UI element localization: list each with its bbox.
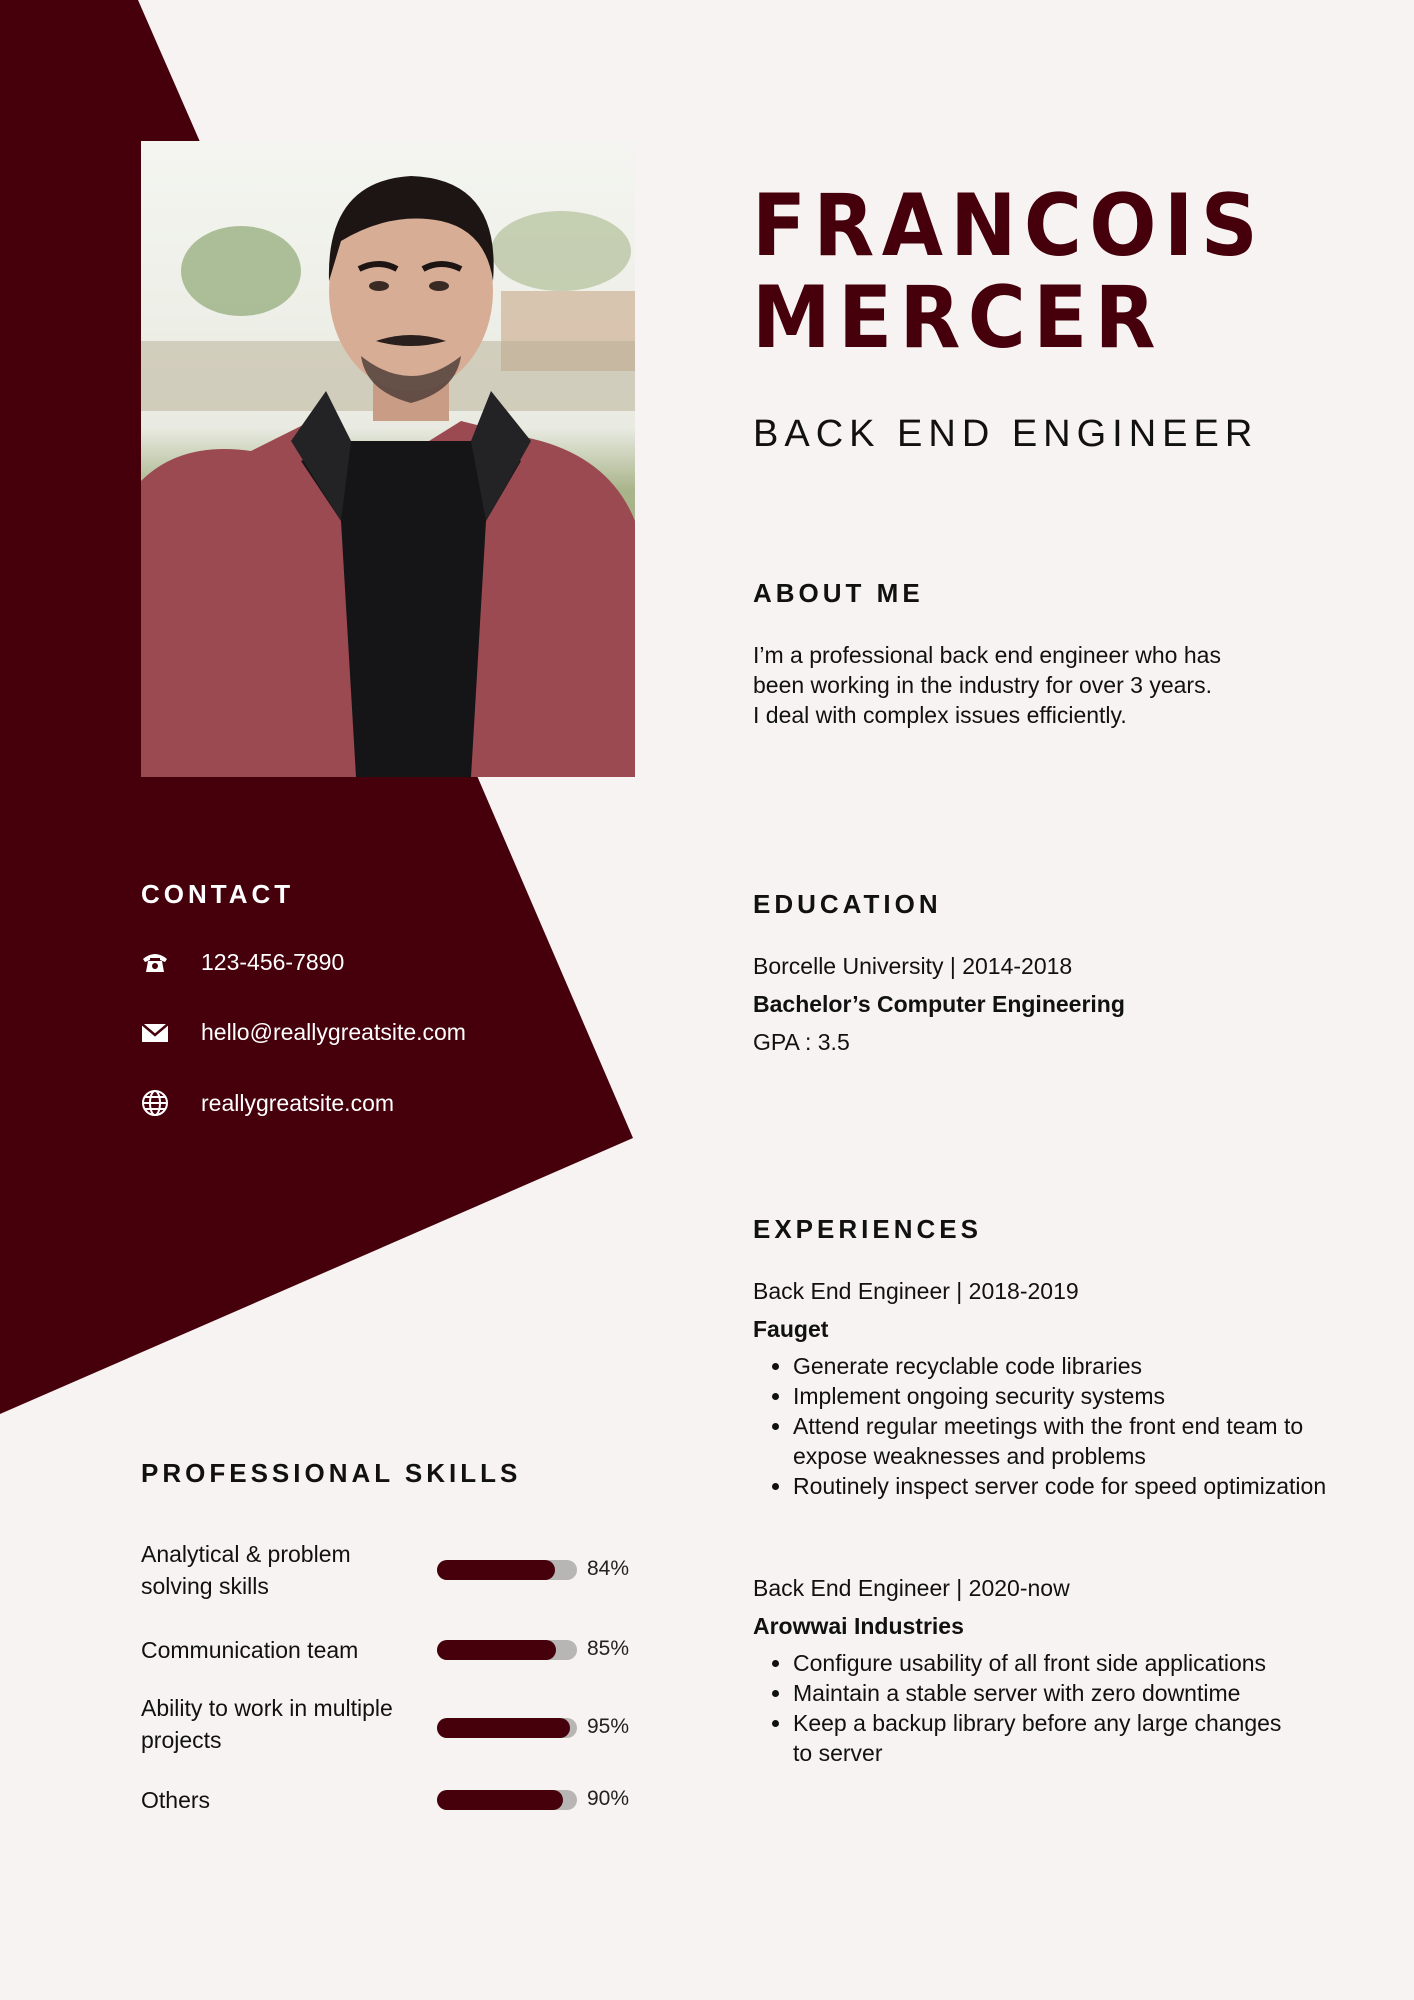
- education-degree: Bachelor’s Computer Engineering: [753, 991, 1125, 1017]
- skills-heading: PROFESSIONAL SKILLS: [141, 1458, 522, 1488]
- about-line: been working in the industry for over 3 years.: [753, 672, 1212, 698]
- skill-percent: 95%: [587, 1715, 630, 1738]
- skill-label: Analytical & problem solving skills: [141, 1541, 351, 1599]
- job-bullet: • Configure usability of all front side applications: [793, 1648, 1293, 1678]
- about-heading: ABOUT ME: [753, 578, 924, 608]
- skill-label: Communication team: [141, 1637, 359, 1663]
- job-bullet: • Maintain a stable server with zero downtime: [793, 1678, 1293, 1708]
- job-bullet: • Implement ongoing security systems: [793, 1381, 1333, 1411]
- education-school: Borcelle University | 2014-2018: [753, 953, 1073, 979]
- job-role: Back End Engineer | 2020-now: [753, 1575, 1070, 1601]
- job-bullets: [753, 1351, 1333, 1501]
- globe-icon: [141, 1089, 169, 1117]
- skill-percent: 84%: [587, 1557, 630, 1580]
- job-bullet: • Generate recyclable code libraries: [793, 1351, 1333, 1381]
- job-title: BACK END ENGINEER: [753, 413, 1259, 455]
- website-url[interactable]: reallygreatsite.com: [201, 1089, 395, 1116]
- skill-bar: [437, 1640, 577, 1660]
- skill-bar-fill: [437, 1640, 556, 1660]
- portrait-illustration: [141, 141, 635, 777]
- skill-label: Others: [141, 1787, 211, 1813]
- skill-bar-fill: [437, 1790, 563, 1810]
- experiences-heading: EXPERIENCES: [753, 1214, 982, 1244]
- contact-website: [141, 1089, 394, 1117]
- phone-icon: [141, 948, 169, 976]
- job-company: Fauget: [753, 1316, 829, 1342]
- skill-row: [141, 1538, 641, 1608]
- about-line: I’m a professional back end engineer who has: [753, 642, 1221, 668]
- job-bullet: • Attend regular meetings with the front end team to expose weaknesses and problems: [793, 1411, 1333, 1471]
- job-company: Arowwai Industries: [753, 1613, 964, 1639]
- job-role: Back End Engineer | 2018-2019: [753, 1278, 1079, 1304]
- skill-percent: 90%: [587, 1787, 630, 1810]
- skill-label: Ability to work in multiple projects: [141, 1695, 393, 1753]
- skill-bar: [437, 1560, 577, 1580]
- candidate-name: [752, 176, 1266, 368]
- education-gpa: GPA : 3.5: [753, 1029, 850, 1055]
- contact-heading: CONTACT: [141, 879, 295, 909]
- phone-number[interactable]: 123-456-7890: [201, 948, 345, 975]
- about-text: [753, 640, 1221, 730]
- skill-bar-fill: [437, 1560, 555, 1580]
- last-name: MERCER: [752, 268, 1163, 368]
- contact-email: [141, 1018, 466, 1046]
- job-bullet: • Routinely inspect server code for speed optimization: [793, 1471, 1333, 1501]
- skill-percent: 85%: [587, 1637, 630, 1660]
- email-address[interactable]: hello@reallygreatsite.com: [201, 1018, 466, 1045]
- job-bullet: • Keep a backup library before any large changes to server: [793, 1708, 1293, 1768]
- education-heading: EDUCATION: [753, 889, 942, 919]
- skill-bar-fill: [437, 1718, 570, 1738]
- first-name: FRANCOIS: [752, 176, 1266, 276]
- skill-row: [141, 1784, 641, 1854]
- skill-bar: [437, 1790, 577, 1810]
- about-line: I deal with complex issues efficiently.: [753, 702, 1127, 728]
- contact-phone: [141, 948, 344, 976]
- skill-row: [141, 1692, 641, 1762]
- skill-bar: [437, 1718, 577, 1738]
- job-bullets: [753, 1648, 1293, 1768]
- profile-photo: [141, 141, 635, 777]
- mail-icon: [141, 1018, 169, 1046]
